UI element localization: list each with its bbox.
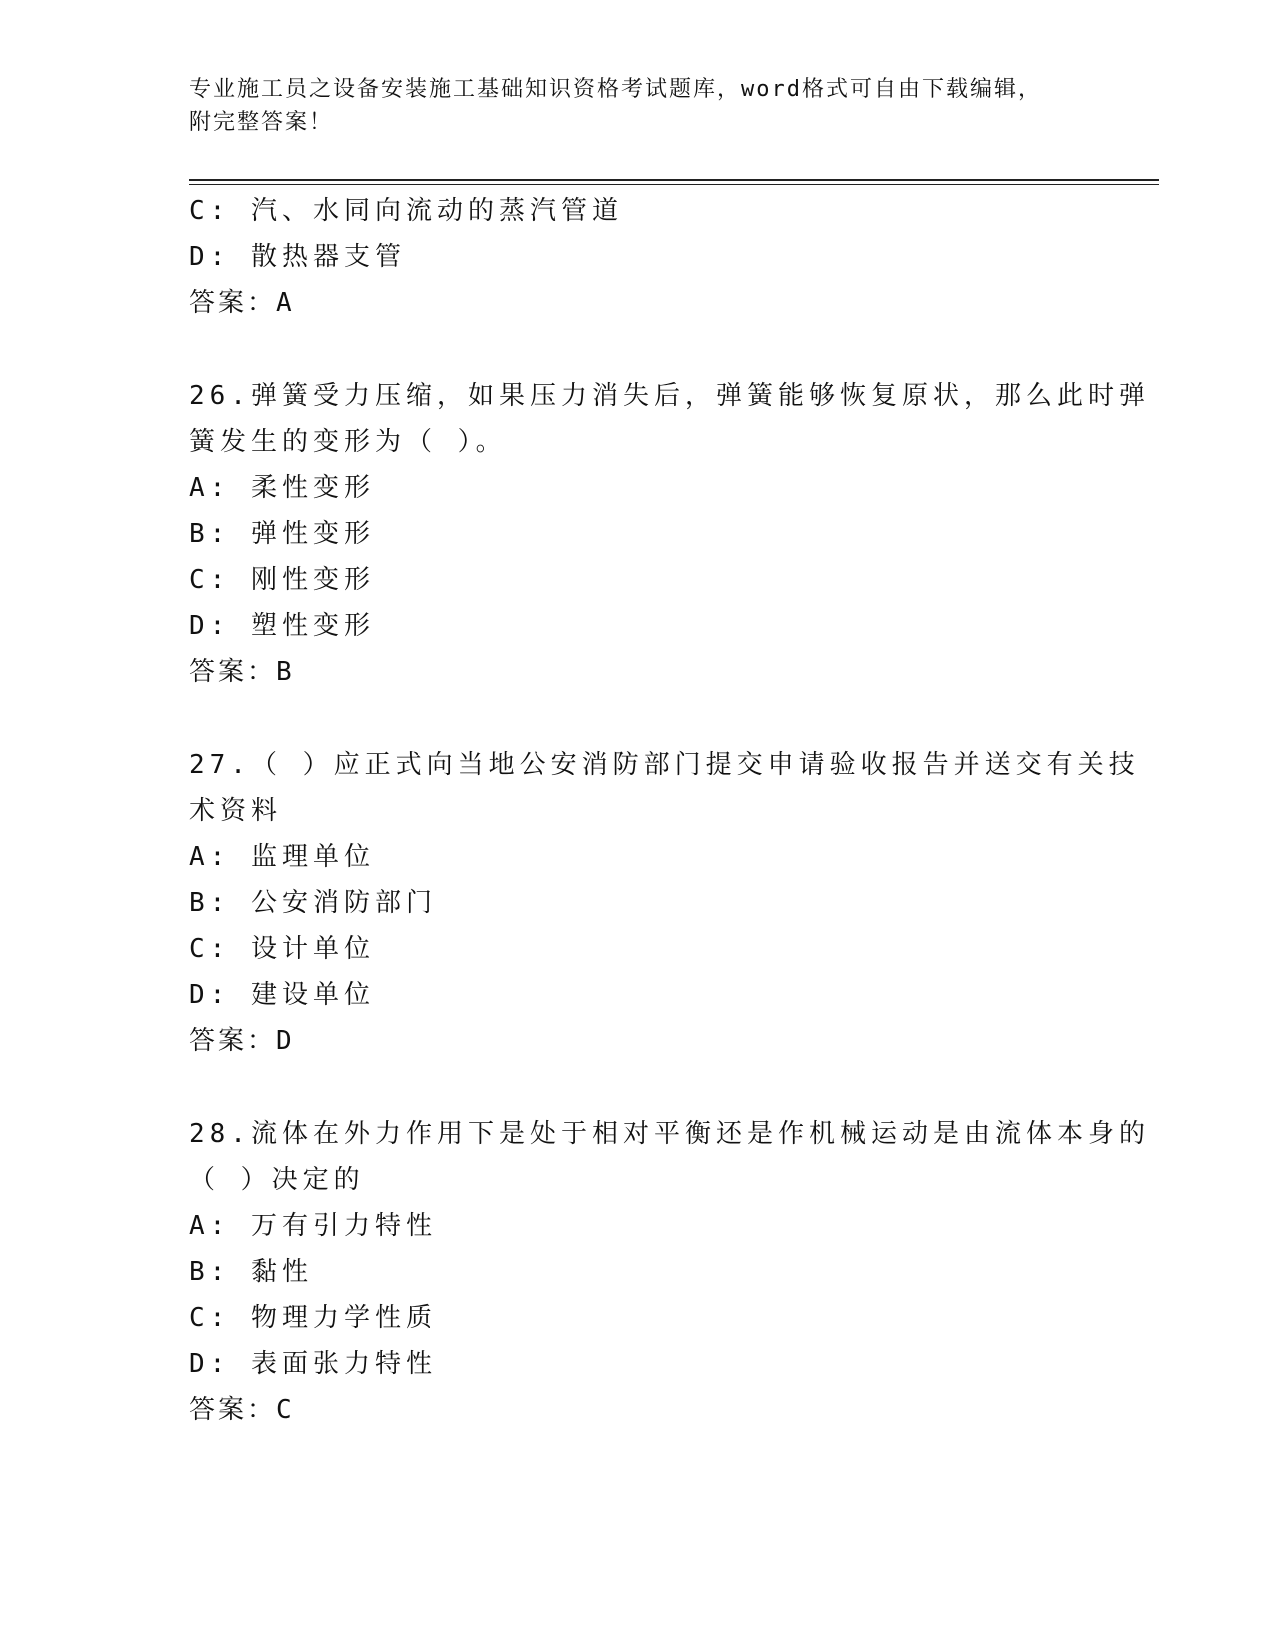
question-27 <box>189 742 1140 1064</box>
option-a: A: 监理单位 <box>189 842 375 872</box>
option-c: C: 设计单位 <box>189 934 375 964</box>
question-stem-line-2: 簧发生的变形为（ ）。 <box>189 427 507 457</box>
question-stem-line-2: 术资料 <box>189 796 283 826</box>
question-28 <box>189 1111 1150 1433</box>
header-line-2: 附完整答案！ <box>189 110 334 135</box>
option-b: B: 黏性 <box>189 1257 313 1287</box>
option-d: D: 表面张力特性 <box>189 1349 437 1379</box>
question-stem-line-1: 28.流体在外力作用下是处于相对平衡还是作机械运动是由流体本身的 <box>189 1119 1150 1149</box>
question-25-continued <box>189 188 1089 326</box>
answer-line: 答案：A <box>189 288 295 318</box>
header-divider-thin <box>189 184 1159 185</box>
option-d: D: 塑性变形 <box>189 611 375 641</box>
header-divider-thick <box>189 179 1159 181</box>
header-line-1: 专业施工员之设备安装施工基础知识资格考试题库，word格式可自由下载编辑， <box>189 77 1042 102</box>
option-b: B: 公安消防部门 <box>189 888 437 918</box>
option-a: A: 万有引力特性 <box>189 1211 437 1241</box>
question-26 <box>189 373 1150 695</box>
document-header <box>189 73 1089 139</box>
question-stem-line-1: 26.弹簧受力压缩，如果压力消失后，弹簧能够恢复原状，那么此时弹 <box>189 381 1150 411</box>
option-d: D: 建设单位 <box>189 980 375 1010</box>
answer-line: 答案：C <box>189 1395 295 1425</box>
option-c: C: 刚性变形 <box>189 565 375 595</box>
answer-line: 答案：B <box>189 657 295 687</box>
option-c: C: 汽、水同向流动的蒸汽管道 <box>189 196 623 226</box>
option-b: B: 弹性变形 <box>189 519 375 549</box>
option-a: A: 柔性变形 <box>189 473 375 503</box>
question-stem-line-2: （ ）决定的 <box>189 1165 365 1195</box>
question-list <box>189 188 1150 1433</box>
answer-line: 答案：D <box>189 1026 295 1056</box>
option-d: D: 散热器支管 <box>189 242 406 272</box>
question-stem-line-1: 27.（ ）应正式向当地公安消防部门提交申请验收报告并送交有关技 <box>189 750 1140 780</box>
option-c: C: 物理力学性质 <box>189 1303 437 1333</box>
